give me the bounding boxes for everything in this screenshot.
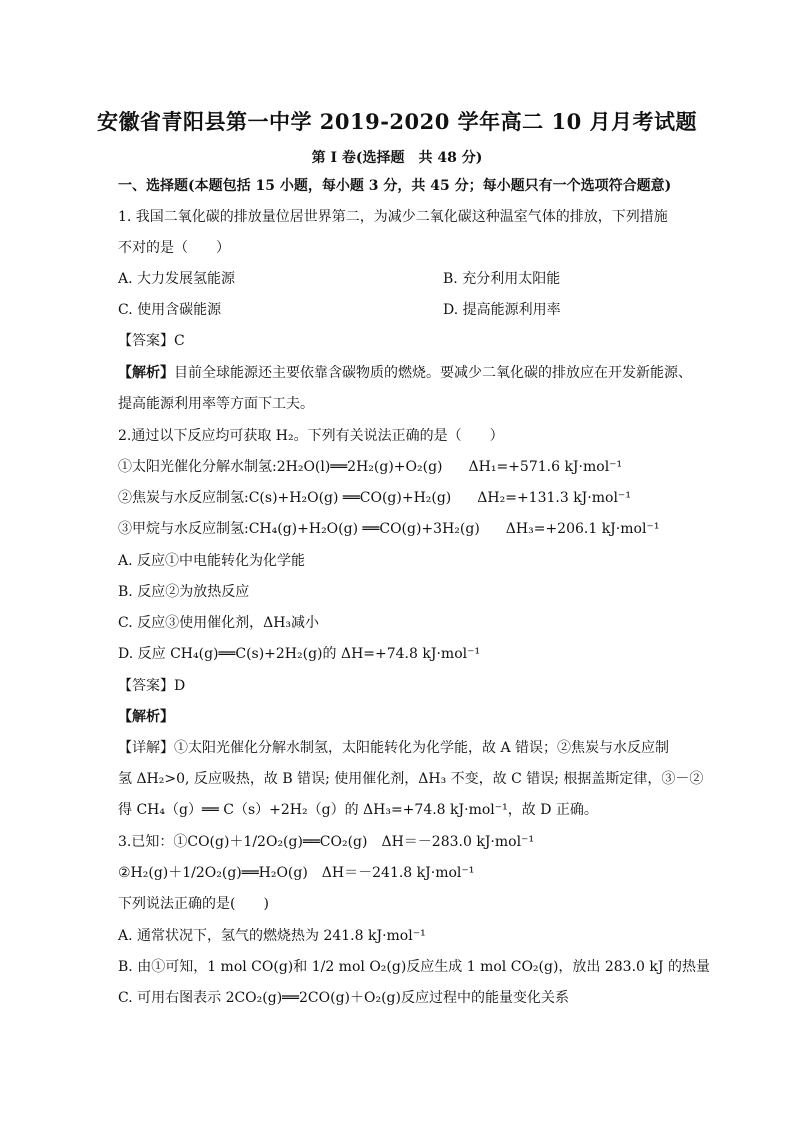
- q3-given-2: ②H₂(g)＋1/2O₂(g)══H₂O(g) ΔH＝－241.8 kJ·mol⁻¹: [118, 865, 475, 881]
- q2-reaction-1: [118, 458, 622, 476]
- section-subtitle: 第 I 卷(选择题 共 48 分): [311, 150, 483, 166]
- q2-stem: 2.通过以下反应均可获取 H₂。下列有关说法正确的是（ ）: [118, 428, 504, 444]
- q1-analysis-label: 【解析】: [118, 365, 174, 381]
- q2-option-b: B. 反应②为放热反应: [118, 584, 250, 600]
- q2-detail-line3: 得 CH₄（g）══ C（s）+2H₂（g）的 ΔH₃=+74.8 kJ·mol⁻¹，故 D 正确。: [118, 802, 598, 818]
- q2-analysis-label: 【解析】: [118, 709, 174, 725]
- q1-option-d: D. 提高能源利用率: [443, 302, 561, 318]
- q3-option-a: A. 通常状况下，氢气的燃烧热为 241.8 kJ·mol⁻¹: [118, 928, 426, 944]
- q2-reaction-1-equation: ①太阳光催化分解水制氢:2H₂O(l)══2H₂(g)+O₂(g): [118, 459, 443, 475]
- page-title: 安徽省青阳县第一中学 2019-2020 学年高二 10 月月考试题: [96, 109, 698, 134]
- q2-reaction-3: [118, 520, 659, 538]
- q2-reaction-2: [118, 489, 631, 507]
- q1-option-b: B. 充分利用太阳能: [443, 271, 561, 287]
- q2-option-c: C. 反应③使用催化剂，ΔH₃减小: [118, 615, 320, 631]
- q2-detail-line1: 【详解】①太阳光催化分解水制氢，太阳能转化为化学能，故 A 错误；②焦炭与水反应制: [118, 740, 670, 756]
- q1-analysis-line2: 提高能源利用率等方面下工夫。: [118, 396, 314, 412]
- q1-stem-line2: 不对的是（ ）: [118, 240, 230, 256]
- q3-option-c: C. 可用右图表示 2CO₂(g)══2CO(g)＋O₂(g)反应过程中的能量变化关系: [118, 990, 569, 1006]
- q2-detail-line2: 氢 ΔH₂>0, 反应吸热，故 B 错误; 使用催化剂，ΔH₃ 不变，故 C 错误; 根据盖斯定律，③－②: [118, 771, 704, 787]
- q1-answer: 【答案】C: [118, 333, 185, 349]
- q2-option-a: A. 反应①中电能转化为化学能: [118, 553, 306, 569]
- q1-stem-line1: 1. 我国二氧化碳的排放量位居世界第二，为减少二氧化碳这种温室气体的排放，下列措施: [118, 209, 668, 225]
- q2-reaction-1-enthalpy: ΔH₁=+571.6 kJ·mol⁻¹: [468, 459, 623, 475]
- q1-analysis: [118, 364, 692, 382]
- q2-option-d: D. 反应 CH₄(g)══C(s)+2H₂(g)的 ΔH=+74.8 kJ·mol⁻¹: [118, 646, 481, 662]
- q1-option-c: C. 使用含碳能源: [118, 302, 222, 318]
- section-heading: 一、选择题(本题包括 15 小题，每小题 3 分，共 45 分；每小题只有一个选项符合题意): [118, 178, 672, 194]
- q1-analysis-text: 目前全球能源还主要依靠含碳物质的燃烧。要减少二氧化碳的排放应在开发新能源、: [174, 365, 692, 381]
- q1-option-a: A. 大力发展氢能源: [118, 271, 236, 287]
- q2-reaction-3-equation: ③甲烷与水反应制氢:CH₄(g)+H₂O(g) ══CO(g)+3H₂(g): [118, 521, 480, 537]
- q3-option-b: B. 由①可知，1 mol CO(g)和 1/2 mol O₂(g)反应生成 1 mol CO₂(g)，放出 283.0 kJ 的热量: [118, 959, 710, 975]
- q2-reaction-2-equation: ②焦炭与水反应制氢:C(s)+H₂O(g) ══CO(g)+H₂(g): [118, 490, 452, 506]
- q2-reaction-2-enthalpy: ΔH₂=+131.3 kJ·mol⁻¹: [477, 490, 631, 506]
- q2-reaction-3-enthalpy: ΔH₃=+206.1 kJ·mol⁻¹: [505, 521, 660, 537]
- q3-stem: 下列说法正确的是( ): [118, 896, 269, 912]
- q2-answer: 【答案】D: [118, 678, 186, 694]
- q3-given-1: 3.已知：①CO(g)＋1/2O₂(g)══CO₂(g) ΔH＝－283.0 kJ·mol⁻¹: [118, 834, 535, 850]
